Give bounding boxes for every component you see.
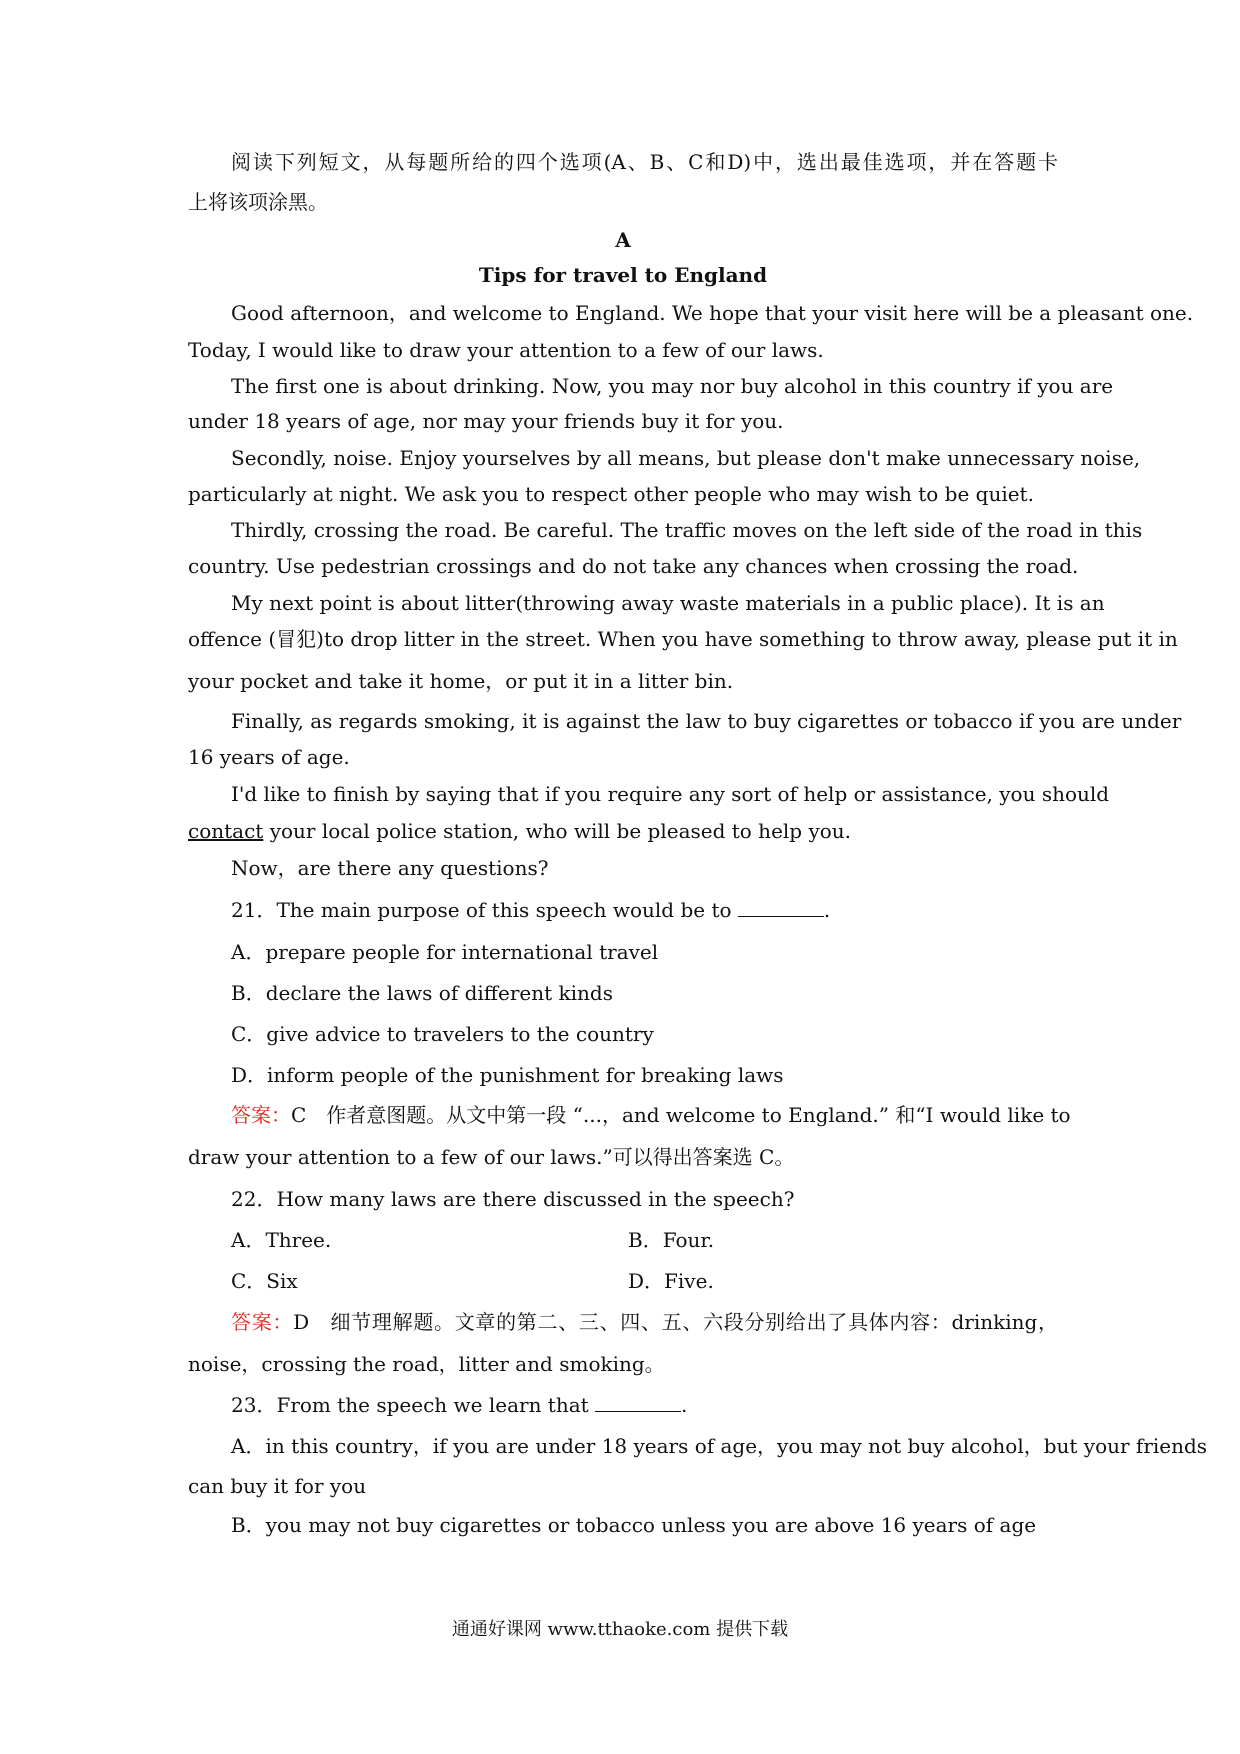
question-22-option-b: B．Four. (628, 1228, 715, 1252)
answer-blank (595, 1391, 681, 1412)
passage-line: The first one is about drinking. Now, you may nor buy alcohol in this country if you are (231, 374, 1114, 398)
question-stem-text: 23．From the speech we learn that (231, 1393, 589, 1417)
document-page (188, 0, 1208, 1754)
passage-line: offence (冒犯)to drop litter in the street. When you have something to throw away, please put it in (188, 627, 1178, 651)
passage-line-contact (188, 816, 1058, 846)
instructions-line-2: 上将该项涂黑。 (188, 190, 328, 214)
answer-text: C 作者意图题。从文中第一段 “...，and welcome to England.” 和“I would like to (291, 1103, 1071, 1127)
question-stem-end: . (823, 898, 831, 922)
question-22-option-c: C．Six (231, 1269, 298, 1293)
question-22-answer-line-2: noise，crossing the road，litter and smoking。 (188, 1352, 665, 1376)
passage-line: Secondly, noise. Enjoy yourselves by all means, but please don't make unnecessary noise, (231, 446, 1141, 470)
question-22-option-a: A．Three. (231, 1228, 332, 1252)
question-22-answer-line-1 (231, 1307, 1058, 1337)
passage-title: Tips for travel to England (478, 263, 768, 287)
question-23-option-a-line-2: can buy it for you (188, 1474, 367, 1498)
question-stem-text: 21．The main purpose of this speech would be to (231, 898, 732, 922)
passage-line: your pocket and take it home，or put it in a litter bin. (188, 669, 734, 693)
question-23-option-b: B．you may not buy cigarettes or tobacco unless you are above 16 years of age (231, 1513, 1037, 1537)
question-21-option-a: A．prepare people for international travel (231, 940, 659, 964)
question-21-option-d: D．inform people of the punishment for breaking laws (231, 1063, 784, 1087)
passage-line: country. Use pedestrian crossings and do not take any chances when crossing the road. (188, 554, 1079, 578)
passage-line: under 18 years of age, nor may your friends buy it for you. (188, 409, 784, 433)
underlined-word: contact (188, 819, 264, 843)
passage-line: My next point is about litter(throwing away waste materials in a public place). It is an (231, 591, 1105, 615)
passage-line: Thirdly, crossing the road. Be careful. The traffic moves on the left side of the road in this (231, 518, 1143, 542)
page-footer: 通通好课网 www.tthaoke.com 提供下载 (451, 1619, 789, 1640)
passage-line: I'd like to finish by saying that if you require any sort of help or assistance, you should (231, 782, 1110, 806)
passage-line: particularly at night. We ask you to respect other people who may wish to be quiet. (188, 482, 1034, 506)
question-stem-end: . (681, 1393, 688, 1417)
question-21-stem (231, 895, 1058, 925)
section-letter: A (615, 228, 631, 252)
question-23-option-a-line-1: A．in this country，if you are under 18 years of age，you may not buy alcohol，but your friends (231, 1434, 1208, 1458)
passage-line-rest: your local police station, who will be pleased to help you. (269, 819, 852, 843)
answer-label: 答案： (231, 1310, 294, 1334)
instructions-line-1: 阅读下列短文，从每题所给的四个选项(A、B、C和D)中，选出最佳选项，并在答题卡 (231, 150, 1058, 174)
question-21-answer-line-1 (231, 1100, 1071, 1130)
passage-line: Good afternoon，and welcome to England. We hope that your visit here will be a pleasant one. (231, 301, 1194, 325)
passage-line: 16 years of age. (188, 745, 350, 769)
question-22-stem: 22．How many laws are there discussed in the speech? (231, 1187, 795, 1211)
question-21-answer-line-2: draw your attention to a few of our laws.”可以得出答案选 C。 (188, 1145, 795, 1169)
question-21-option-c: C．give advice to travelers to the country (231, 1022, 654, 1046)
passage-line: Today, I would like to draw your attention to a few of our laws. (188, 338, 824, 362)
passage-line: Now，are there any questions? (231, 856, 549, 880)
answer-label: 答案： (231, 1103, 291, 1127)
question-22-option-d: D．Five. (628, 1269, 714, 1293)
question-21-option-b: B．declare the laws of different kinds (231, 981, 613, 1005)
question-23-stem (231, 1390, 1058, 1420)
passage-line: Finally, as regards smoking, it is against the law to buy cigarettes or tobacco if you are under (231, 709, 1182, 733)
answer-text: D 细节理解题。文章的第二、三、四、五、六段分别给出了具体内容：drinking， (293, 1310, 1058, 1334)
answer-blank (738, 896, 824, 917)
